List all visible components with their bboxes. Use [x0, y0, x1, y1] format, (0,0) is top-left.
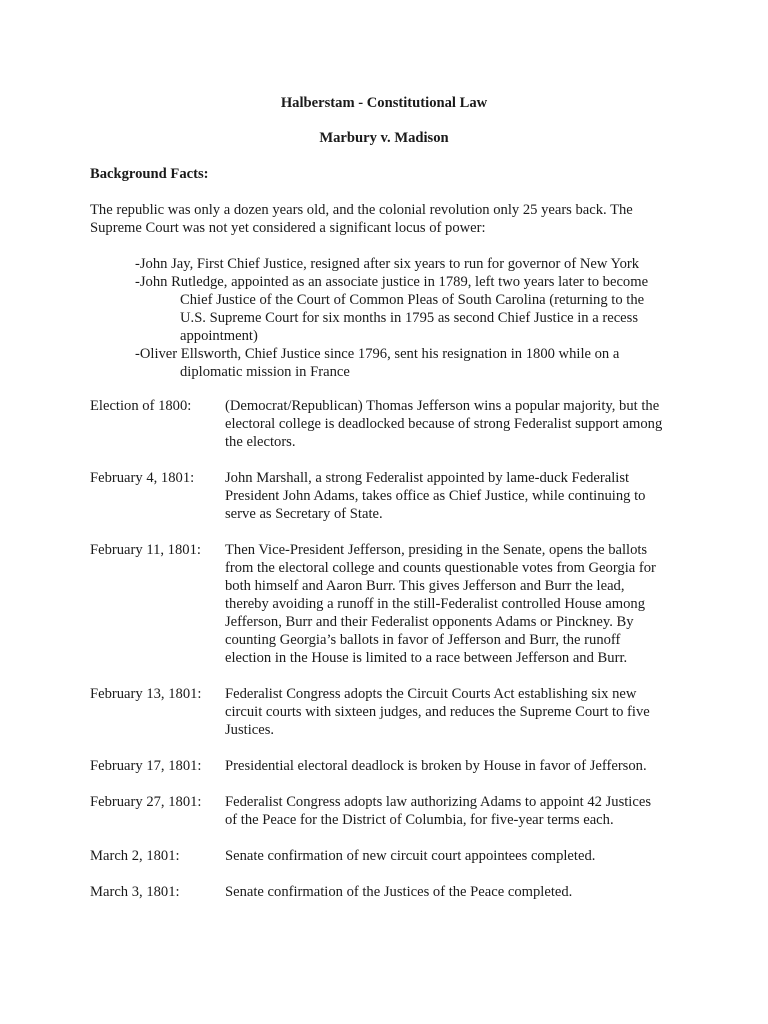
justice-item-continuation: appointment) [180, 328, 258, 344]
event-line: electoral college is deadlocked because of strong Federalist support among [225, 416, 663, 432]
timeline-event-feb-27 [90, 793, 690, 829]
case-title: Marbury v. Madison [319, 130, 449, 146]
event-description [225, 397, 690, 451]
event-line: election in the House is limited to a race between Jefferson and Burr. [225, 650, 628, 666]
event-line: Senate confirmation of the Justices of the Peace completed. [225, 884, 573, 900]
event-line: Federalist Congress adopts law authorizing Adams to appoint 42 Justices [225, 794, 651, 810]
event-line: Senate confirmation of new circuit court appointees completed. [225, 848, 596, 864]
justice-item-continuation: diplomatic mission in France [180, 364, 350, 380]
event-date: February 27, 1801: [90, 794, 202, 810]
event-line: (Democrat/Republican) Thomas Jefferson wins a popular majority, but the [225, 398, 660, 414]
event-line: President John Adams, takes office as Chief Justice, while continuing to [225, 488, 646, 504]
event-date: February 11, 1801: [90, 542, 201, 558]
event-description [225, 757, 690, 775]
timeline-event-mar-2 [90, 847, 690, 865]
justice-item-ellsworth: -Oliver Ellsworth, Chief Justice since 1796, sent his resignation in 1800 while on a [135, 346, 620, 362]
event-description [225, 793, 690, 829]
event-date: February 13, 1801: [90, 686, 202, 702]
event-date: Election of 1800: [90, 398, 192, 414]
timeline-event-feb-11 [90, 541, 690, 667]
event-line: Jefferson, Burr and their Federalist opponents Adams or Pinckney. By [225, 614, 634, 630]
event-line: circuit courts with sixteen judges, and reduces the Supreme Court to five [225, 704, 650, 720]
event-line: John Marshall, a strong Federalist appointed by lame-duck Federalist [225, 470, 630, 486]
event-date: February 4, 1801: [90, 470, 195, 486]
event-date: March 3, 1801: [90, 884, 180, 900]
event-line: serve as Secretary of State. [225, 506, 383, 522]
event-line: from the electoral college and counts questionable votes from Georgia for [225, 560, 656, 576]
justice-item-rutledge: -John Rutledge, appointed as an associate justice in 1789, left two years later to become [135, 274, 649, 290]
event-line: Presidential electoral deadlock is broken by House in favor of Jefferson. [225, 758, 647, 774]
justices-list [135, 255, 695, 381]
event-date: March 2, 1801: [90, 848, 180, 864]
event-line: both himself and Aaron Burr. This gives Jefferson and Burr the lead, [225, 578, 625, 594]
event-description [225, 847, 690, 865]
intro-line: The republic was only a dozen years old, and the colonial revolution only 25 years back. The [90, 202, 633, 218]
event-description [225, 685, 690, 739]
event-date: February 17, 1801: [90, 758, 202, 774]
timeline-event-election-1800 [90, 397, 690, 451]
timeline-event-feb-17 [90, 757, 690, 775]
timeline-event-feb-13 [90, 685, 690, 739]
event-line: Federalist Congress adopts the Circuit Courts Act establishing six new [225, 686, 637, 702]
timeline-event-feb-4 [90, 469, 690, 523]
event-line: of the Peace for the District of Columbia, for five-year terms each. [225, 812, 614, 828]
justice-item-continuation: Chief Justice of the Court of Common Pleas of South Carolina (returning to the [180, 292, 645, 308]
event-line: thereby avoiding a runoff in the still-Federalist controlled House among [225, 596, 646, 612]
event-description [225, 469, 690, 523]
timeline-event-mar-3 [90, 883, 690, 901]
background-heading: Background Facts: [90, 166, 209, 182]
timeline [90, 397, 690, 919]
justice-item-jay: -John Jay, First Chief Justice, resigned after six years to run for governor of New York [135, 256, 640, 272]
intro-paragraph [90, 201, 690, 237]
event-line: Justices. [225, 722, 275, 738]
document-title: Halberstam - Constitutional Law [280, 95, 488, 111]
event-line: counting Georgia’s ballots in favor of Jefferson and Burr, the runoff [225, 632, 621, 648]
justice-item-continuation: U.S. Supreme Court for six months in 1795 as second Chief Justice in a recess [180, 310, 639, 326]
intro-line: Supreme Court was not yet considered a significant locus of power: [90, 220, 486, 236]
event-description [225, 541, 690, 667]
event-description [225, 883, 690, 901]
event-line: the electors. [225, 434, 296, 450]
event-line: Then Vice-President Jefferson, presiding in the Senate, opens the ballots [225, 542, 648, 558]
